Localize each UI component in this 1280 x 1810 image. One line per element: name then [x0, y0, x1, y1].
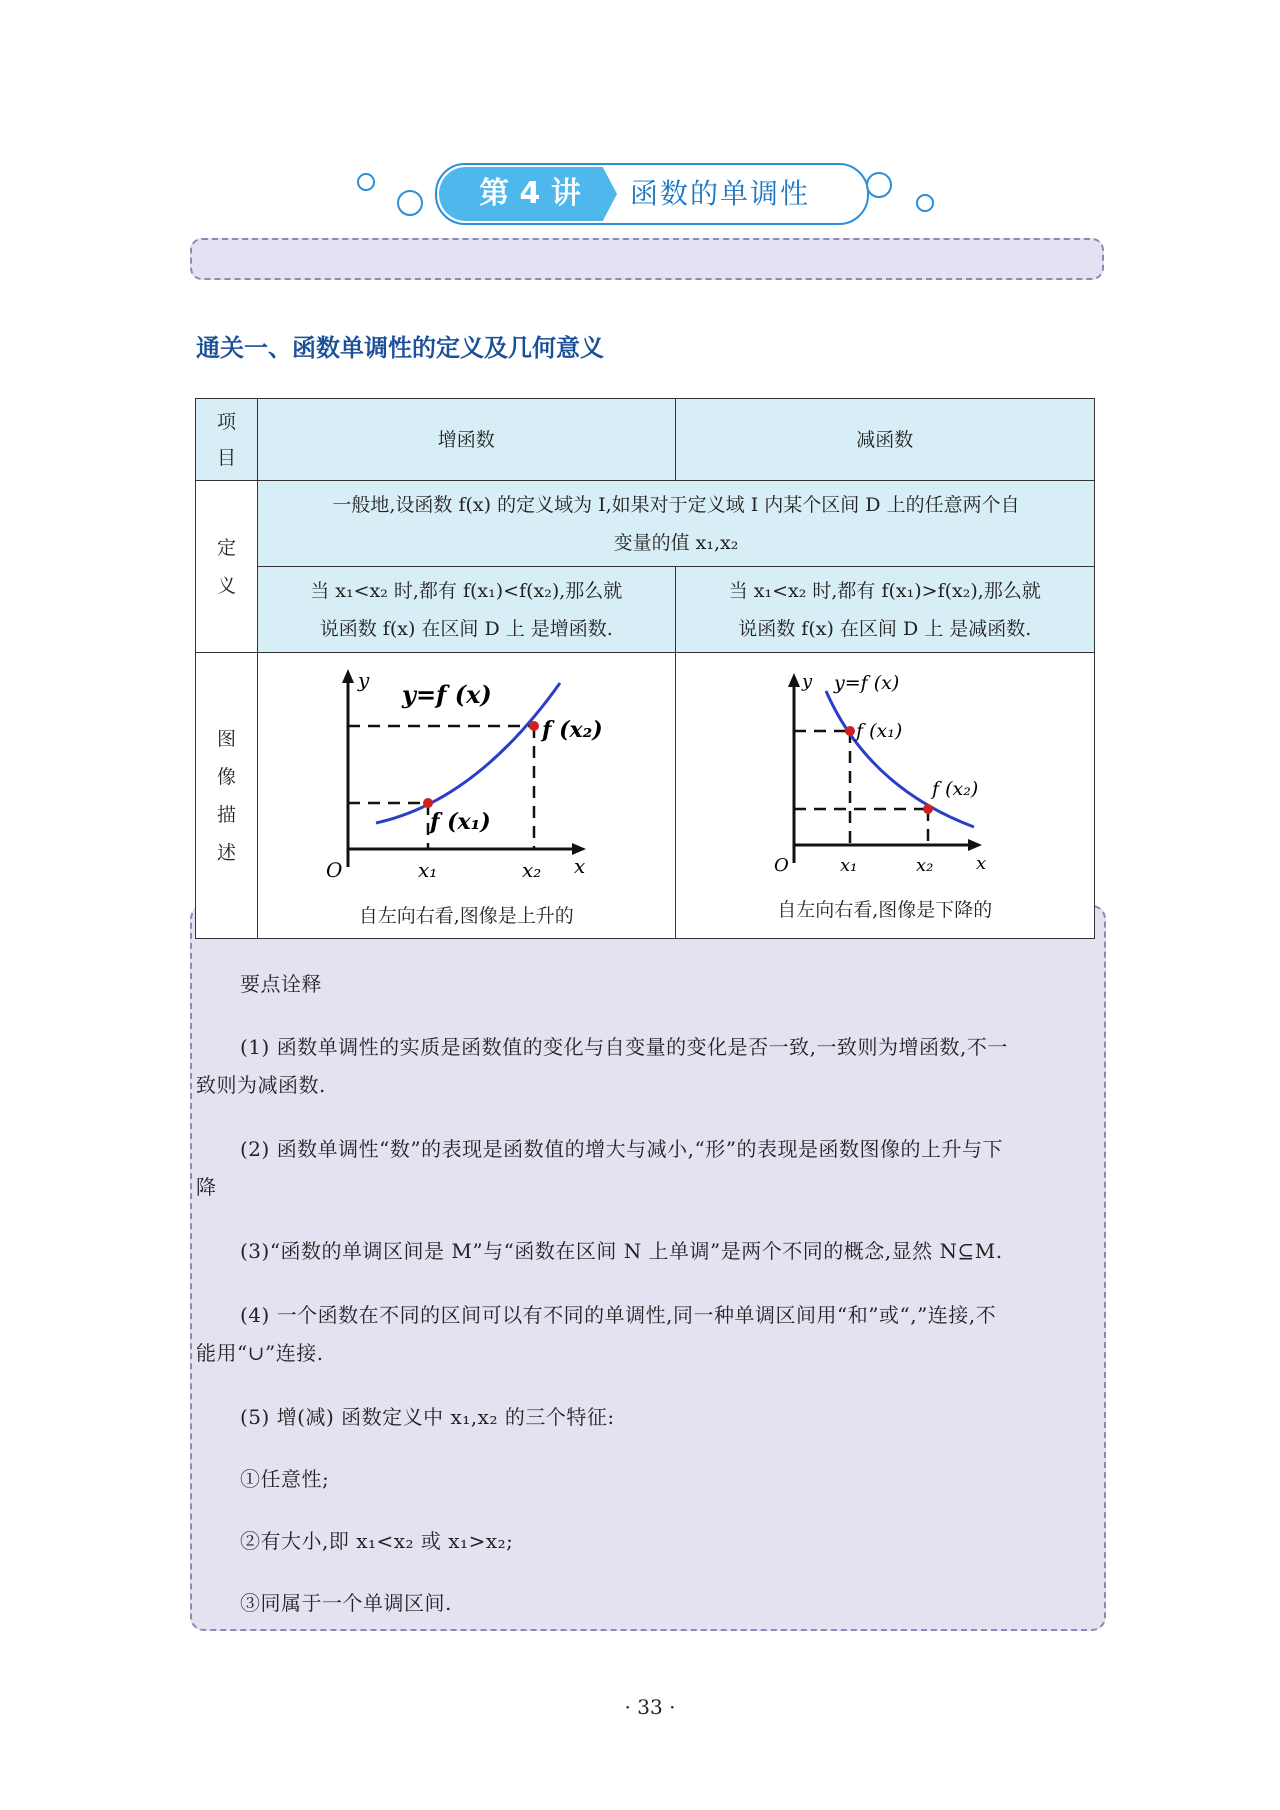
- note-2-line2: 降: [196, 1175, 217, 1199]
- definition-decreasing-cell: [675, 567, 1094, 653]
- graph-decreasing-cell: [675, 653, 1094, 939]
- note-1-line1: (1) 函数单调性的实质是函数值的变化与自变量的变化是否一致,一致则为增函数,不一: [240, 1035, 1008, 1059]
- note-4-line1: (4) 一个函数在不同的区间可以有不同的单调性,同一种单调区间用“和”或“,”连接,不: [240, 1303, 997, 1327]
- fx2-label: f (x₂): [931, 778, 979, 800]
- graph-decreasing-caption: 自左向右看,图像是下降的: [777, 899, 993, 921]
- note-5-item-1: ①任意性;: [240, 1467, 330, 1491]
- x1-label: x₁: [418, 858, 438, 882]
- lesson-number: 第 4 讲: [479, 176, 581, 211]
- note-1-line2: 致则为减函数.: [196, 1073, 326, 1097]
- graph-background: [768, 667, 1002, 887]
- x2-label: x₂: [915, 855, 934, 876]
- decor-circle: [916, 194, 934, 212]
- note-4-line2: 能用“∪”连接.: [196, 1341, 324, 1365]
- decreasing-function-graph: [768, 667, 1002, 887]
- definition-common-line2: 变量的值 x₁,x₂: [613, 531, 739, 554]
- note-5-item-2: ②有大小,即 x₁<x₂ 或 x₁>x₂;: [240, 1529, 514, 1553]
- point-x2: [923, 804, 933, 814]
- graph-increasing-caption: 自左向右看,图像是上升的: [358, 905, 574, 927]
- notes-heading: 要点诠释: [240, 972, 322, 996]
- definition-decreasing-line2: 说函数 f(x) 在区间 D 上 是减函数.: [738, 617, 1032, 640]
- graph-label-cell: [196, 653, 258, 939]
- y-label: y: [801, 671, 812, 692]
- note-5-item-3: ③同属于一个单调区间.: [240, 1591, 452, 1615]
- y-label: y: [358, 668, 370, 692]
- point-x2: [529, 721, 539, 731]
- header-item-cell: [196, 399, 258, 481]
- definition-increasing-line1: 当 x₁<x₂ 时,都有 f(x₁)<f(x₂),那么就: [310, 579, 623, 602]
- x-label: x: [975, 853, 986, 874]
- fx1-label: f (x₁): [430, 809, 491, 835]
- point-x1: [845, 726, 855, 736]
- definition-common-line1: 一般地,设函数 f(x) 的定义域为 I,如果对于定义域 I 内某个区间 D 上的任意两个自: [332, 493, 1020, 516]
- decor-circle: [866, 172, 892, 198]
- definition-label: 定义: [216, 536, 236, 597]
- note-3: (3)“函数的单调区间是 M”与“函数在区间 N 上单调”是两个不同的概念,显然 N⊆M.: [240, 1239, 1003, 1263]
- x1-label: x₁: [839, 855, 858, 876]
- note-2-line1: (2) 函数单调性“数”的表现是函数值的增大与减小,“形”的表现是函数图像的上升与下: [240, 1137, 1003, 1161]
- definition-table: [195, 398, 1095, 939]
- graph-increasing-cell: [257, 653, 675, 939]
- definition-common-cell: [257, 481, 1094, 567]
- definition-increasing-cell: [257, 567, 675, 653]
- definition-decreasing-line1: 当 x₁<x₂ 时,都有 f(x₁)>f(x₂),那么就: [728, 579, 1041, 602]
- header-decreasing-cell: [675, 399, 1094, 481]
- decor-circle: [357, 173, 375, 191]
- header-increasing-label: 增函数: [437, 428, 495, 451]
- header-increasing-cell: [257, 399, 675, 481]
- origin-label: O: [326, 858, 343, 882]
- fx2-label: f (x₂): [542, 717, 603, 743]
- point-x1: [423, 798, 433, 808]
- function-label: y=f (x): [833, 672, 900, 694]
- header-item-label: 项目: [216, 410, 236, 469]
- increasing-function-graph: [316, 661, 616, 893]
- fx1-label: f (x₁): [855, 720, 903, 742]
- page-number: · 33 ·: [624, 1695, 676, 1719]
- graph-label: 图像描述: [216, 727, 236, 864]
- header-decreasing-label: 减函数: [856, 428, 914, 451]
- summary-box: [190, 238, 1104, 280]
- note-5: (5) 增(减) 函数定义中 x₁,x₂ 的三个特征:: [240, 1405, 615, 1429]
- lesson-topic: 函数的单调性: [630, 177, 811, 210]
- origin-label: O: [773, 855, 789, 876]
- x-label: x: [574, 854, 586, 878]
- x2-label: x₂: [522, 858, 542, 882]
- section-title: 通关一、函数单调性的定义及几何意义: [196, 334, 604, 362]
- definition-increasing-line2: 说函数 f(x) 在区间 D 上 是增函数.: [319, 617, 613, 640]
- decor-circle: [397, 190, 423, 216]
- function-label: y=f (x): [402, 680, 493, 709]
- definition-label-cell: [196, 481, 258, 653]
